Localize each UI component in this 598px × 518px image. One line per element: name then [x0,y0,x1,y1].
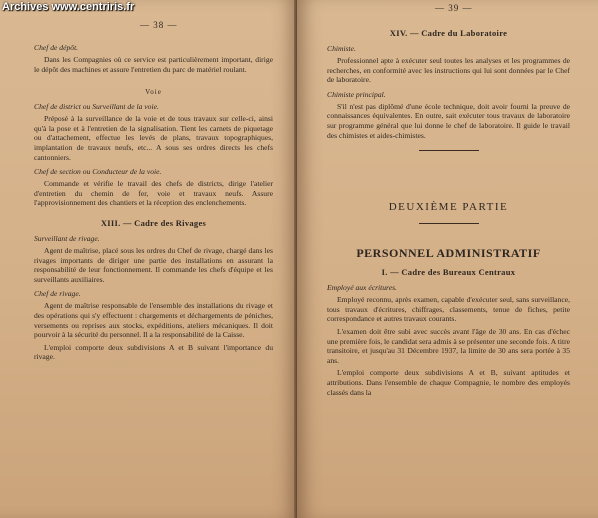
watermark: Archives www.centriris.fr [2,1,135,13]
chapter-heading: I. — Cadre des Bureaux Centraux [381,267,516,278]
main-title: PERSONNEL ADMINISTRATIF [356,246,541,261]
paragraph: L'examen doit être subi avec succès avant l'âge de 30 ans. En cas d'échec une première fois, le candidat sera admis à se présenter une seconde fois. A titre transitoire, et jusqu'au 31 Décembre 1937, la limite de 30 ans sera portée à 35 ans. [327,326,570,365]
section-title: Chef de section ou Conducteur de la voie. [34,167,162,177]
paragraph: Dans les Compagnies où ce service est particulièrement important, dirige le dépôt des machines et assure l'entretien du parc de matériel roulant. [34,55,273,74]
paragraph: S'il n'est pas diplômé d'une école technique, doit avoir fourni la preuve de connaissances équivalentes. En outre, sait exécuter tous travaux de laboratoire sur programme général que lui donne le chef de laboratoire. Il guide le travail des chimistes et aides-chimistes. [327,101,570,140]
paragraph: Agent de maîtrise, placé sous les ordres du Chef de rivage, chargé dans les rivages importants de diriger une partie des installations en assurant la responsabilité de leur fonctionnement. Il commande les chefs d'équipe et les surveillants auxiliaires. [34,245,273,284]
paragraph: L'emploi comporte deux subdivisions A et B suivant l'importance du rivage. [34,342,273,362]
section-title: Employé aux écritures. [327,283,397,293]
right-page [297,0,598,518]
chapter-heading: XIV. — Cadre du Laboratoire [389,28,508,38]
page-number: — 38 — [140,20,178,30]
chapter-heading: XIII. — Cadre des Rivages [100,217,207,228]
paragraph: Employé reconnu, après examen, capable d'exécuter seul, sans surveillance, tous travaux d'écritures, chiffrages, classements, tenue de fiches, petite correspondance et autres travaux courants. [327,295,570,324]
divider [419,150,479,151]
section-title: Chef de rivage. [34,289,81,299]
paragraph: Préposé à la surveillance de la voie et de tous travaux sur celle-ci, ainsi qu'à la pose et à l'entretien de la signalisation. Tient les carnets de piquetage ou d'attachement, effectue les levés de plans, travaux topographiques, implantation de travaux neufs, etc... A sous ses ordres directs les chefs cantonniers. [34,114,273,162]
section-title: Surveillant de rivage. [34,233,100,243]
section-title: Chimiste principal. [327,89,386,99]
left-page [0,0,297,518]
page-number: — 39 — [435,3,473,13]
paragraph: Agent de maîtrise responsable de l'ensemble des installations du rivage et des opérations qui s'y effectuent : chargements et déchargements de péniches, versements ou reprises aux stocks, expéditions, ateliers mécaniques. Il doit pourvoir à la sécurité du personnel. Il a la responsabilité de la Caisse. [34,301,273,340]
section-heading: Voie [145,88,162,97]
divider [419,223,479,224]
paragraph: L'emploi comporte deux subdivisions A et B, suivant aptitudes et attributions. Dans l'ensemble de chaque Compagnie, le nombre des employés classés dans la [327,368,570,397]
part-title: DEUXIÈME PARTIE [388,201,509,214]
section-title: Chef de dépôt. [34,43,79,52]
paragraph: Professionnel apte à exécuter seul toutes les analyses et les programmes de recherches, en conformité avec les instructions qui lui sont données par le Chef de laboratoire. [327,56,570,85]
section-title: Chef de district ou Surveillant de la voie. [34,102,159,112]
section-title: Chimiste. [327,44,356,53]
paragraph: Commande et vérifie le travail des chefs de districts, dirige l'atelier d'entretien du chemin de fer, voie et travaux neufs. Assure l'approvisionnement des chantiers et la réception des enclenchements. [34,179,273,208]
